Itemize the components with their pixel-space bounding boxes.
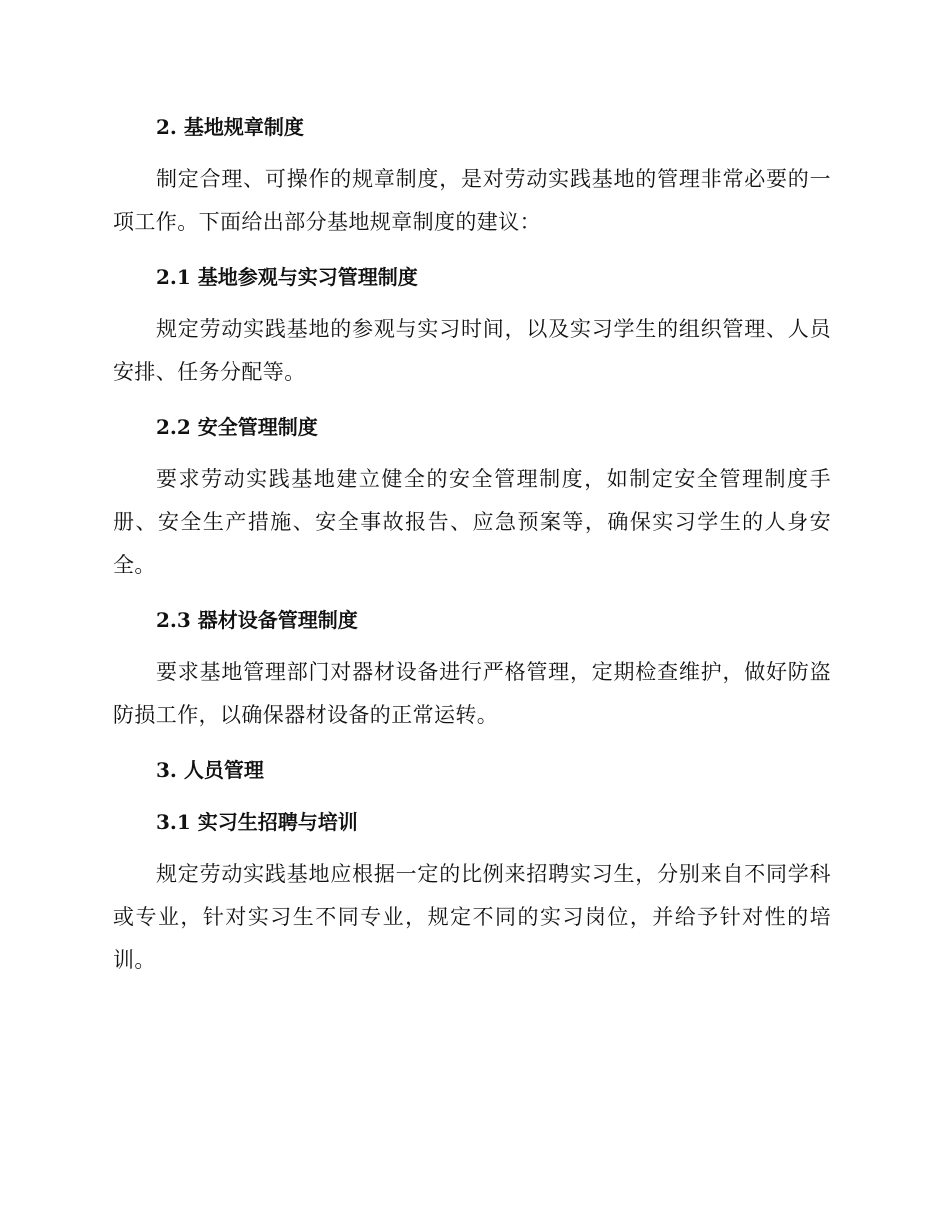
section-heading-2: 2. 基地规章制度 (156, 115, 304, 139)
section-paragraph-2-2: 要求劳动实践基地建立健全的安全管理制度，如制定安全管理制度手册、安全生产措施、安全事故报告、应急预案等，确保实习学生的人身安全。 (113, 467, 831, 577)
section-heading-2-2: 2.2 安全管理制度 (156, 415, 318, 439)
section-heading-3: 3. 人员管理 (156, 758, 264, 782)
section-paragraph-2-3: 要求基地管理部门对器材设备进行严格管理，定期检查维护，做好防盗防损工作，以确保器材设备的正常运转。 (113, 660, 831, 727)
section-paragraph-3-1: 规定劳动实践基地应根据一定的比例来招聘实习生，分别来自不同学科或专业，针对实习生不同专业，规定不同的实习岗位，并给予针对性的培训。 (113, 862, 831, 972)
section-heading-3-1: 3.1 实习生招聘与培训 (156, 810, 358, 834)
section-paragraph-2: 制定合理、可操作的规章制度，是对劳动实践基地的管理非常必要的一项工作。下面给出部分基地规章制度的建议： (113, 167, 831, 234)
document-body (113, 108, 831, 982)
section-heading-2-1: 2.1 基地参观与实习管理制度 (156, 265, 418, 289)
section-paragraph-2-1: 规定劳动实践基地的参观与实习时间，以及实习学生的组织管理、人员安排、任务分配等。 (113, 317, 831, 384)
section-heading-2-3: 2.3 器材设备管理制度 (156, 608, 358, 632)
